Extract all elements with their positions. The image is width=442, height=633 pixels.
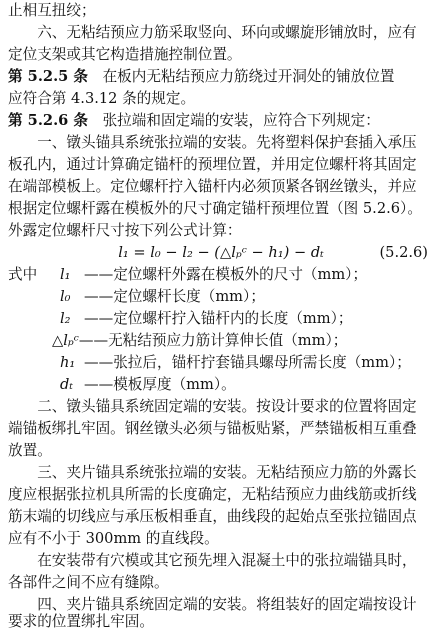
- definition-row: [8, 374, 434, 396]
- definition-row: [8, 264, 434, 286]
- text-line: 定位支架或其它构造措施控制位置。: [8, 46, 242, 63]
- text-line: 止相互扭绞；: [8, 2, 96, 19]
- definition-row: [8, 352, 434, 374]
- clause-5-2-5: [8, 66, 434, 88]
- text-line: 应有不小于 300mm 的直线段。: [8, 530, 219, 547]
- symbol: l₁: [60, 266, 71, 283]
- definition-text: ——无粘结预应力筋计算伸长值（mm）；: [78, 332, 348, 349]
- clause-5-2-6: [8, 110, 434, 132]
- text-line: 二、镦头锚具系统固定端的安装。按设计要求的位置将固定: [8, 398, 417, 415]
- formula-expression: l₁ = l₀ − l₂ − (△lₚᶜ − h₁) − dₜ: [118, 244, 324, 261]
- definition-text: ——定位螺杆外露在模板外的尺寸（mm）；: [84, 266, 368, 283]
- text-line: 四、夹片锚具系统固定端的安装。将组装好的固定端按设计: [8, 596, 417, 613]
- text-line: 筋末端的切线应与承压板相垂直，曲线段的起始点至张拉锚固点: [8, 508, 417, 525]
- text-line: 外露定位螺杆尺寸按下列公式计算：: [8, 222, 242, 239]
- text-line: 六、无粘结预应力筋采取竖向、环向或螺旋形铺放时，应有: [8, 24, 417, 41]
- text-line: 三、夹片锚具系统张拉端的安装。无粘结预应力筋的外露长: [8, 464, 417, 481]
- formula-5-2-6: [8, 242, 434, 264]
- clause-text: 在板内无粘结预应力筋绕过开洞处的铺放位置: [87, 68, 395, 85]
- text-line: 根据定位螺杆露在模板外的尺寸确定锚杆预埋位置（图 5.2.6）。: [8, 200, 422, 217]
- text-line: 各部件之间不应有缝隙。: [8, 574, 169, 591]
- text-line: 板孔内，通过计算确定锚杆的预埋位置，并用定位螺杆将其固定: [8, 156, 417, 173]
- definition-text: ——定位螺杆长度（mm）；: [84, 288, 265, 305]
- equation-number: (5.2.6): [379, 244, 428, 261]
- clause-label: 第 5.2.6 条: [8, 112, 88, 129]
- clause-text: 张拉端和固定端的安装，应符合下列规定：: [87, 112, 380, 129]
- definitions-lead: 式中: [8, 266, 38, 283]
- symbol: △lₚᶜ: [52, 332, 79, 349]
- text-line: 要求的位置绑扎牢固。: [8, 613, 154, 630]
- text-line: 在端部模板上。定位螺杆拧入锚杆内必须顶紧各钢丝镦头，并应: [8, 178, 417, 195]
- text-line: 放置。: [8, 442, 52, 459]
- definition-row: [8, 308, 434, 330]
- definition-row: [8, 286, 434, 308]
- text-line: 端锚板绑扎牢固。钢丝镦头必须与锚板贴紧，严禁锚板相互重叠: [8, 420, 417, 437]
- text-line: 在安装带有穴模或其它预先埋入混凝土中的张拉端锚具时，: [8, 552, 417, 569]
- symbol: l₀: [60, 288, 71, 305]
- text-line: 一、镦头锚具系统张拉端的安装。先将塑料保护套插入承压: [8, 134, 417, 151]
- clause-label: 第 5.2.5 条: [8, 68, 88, 85]
- symbol: h₁: [60, 354, 76, 371]
- symbol: l₂: [60, 310, 71, 327]
- text-line: 度应根据张拉机具所需的长度确定，无粘结预应力曲线筋或折线: [8, 486, 417, 503]
- symbol: dₜ: [60, 376, 73, 393]
- definition-text: ——模板厚度（mm）。: [84, 376, 236, 393]
- definition-row: [8, 330, 434, 352]
- text-line: 应符合第 4.3.12 条的规定。: [8, 90, 196, 107]
- definition-text: ——张拉后，锚杆拧套锚具螺母所需长度（mm）；: [84, 354, 411, 371]
- definition-text: ——定位螺杆拧入锚杆内的长度（mm）；: [84, 310, 353, 327]
